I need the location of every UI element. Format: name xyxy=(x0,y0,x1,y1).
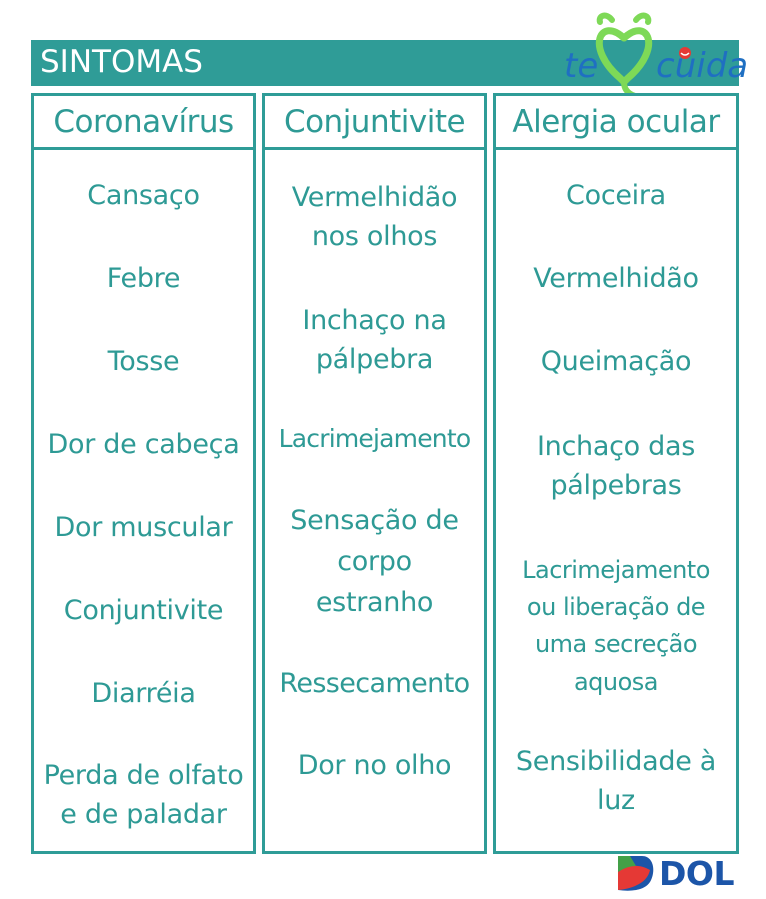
logo-text-te: te xyxy=(564,46,599,86)
list-item: Ressecamento xyxy=(279,668,470,699)
list-item: Conjuntivite xyxy=(63,595,224,626)
dol-mark-icon xyxy=(612,850,657,895)
list-item: Vermelhidão nos olhos xyxy=(291,182,458,253)
dol-brand-text: DOL xyxy=(659,854,734,893)
list-item: Lacrimejamento ou liberação de uma secreção aquosa xyxy=(522,556,710,696)
list-item: Coceira xyxy=(566,180,666,211)
column-header: Alergia ocular xyxy=(496,96,736,150)
list-item: Sensibilidade à luz xyxy=(515,746,717,817)
list-item: Cansaço xyxy=(87,180,200,211)
column-coronavirus xyxy=(31,93,256,854)
list-item: Febre xyxy=(106,263,181,294)
list-item: Dor muscular xyxy=(54,512,233,543)
list-item: Sensação de corpo estranho xyxy=(290,505,459,619)
list-item: Lacrimejamento xyxy=(278,424,471,453)
list-item: Perda de olfato e de paladar xyxy=(43,760,244,831)
column-header: Coronavírus xyxy=(34,96,253,150)
column-conjuntivite xyxy=(262,93,487,854)
list-item: Diarréia xyxy=(91,678,196,709)
page-title: SINTOMAS xyxy=(40,44,203,80)
column-header: Conjuntivite xyxy=(265,96,484,150)
list-item: Inchaço das pálpebras xyxy=(537,431,695,502)
logo-text-cuida: cuida xyxy=(656,46,749,86)
list-item: Vermelhidão xyxy=(533,263,699,294)
list-item: Inchaço na pálpebra xyxy=(302,305,447,376)
column-alergia-ocular xyxy=(493,93,739,854)
list-item: Queimação xyxy=(540,346,692,377)
list-item: Dor de cabeça xyxy=(47,429,240,460)
list-item: Tosse xyxy=(107,346,180,377)
list-item: Dor no olho xyxy=(297,750,452,781)
dol-logo xyxy=(612,850,747,895)
